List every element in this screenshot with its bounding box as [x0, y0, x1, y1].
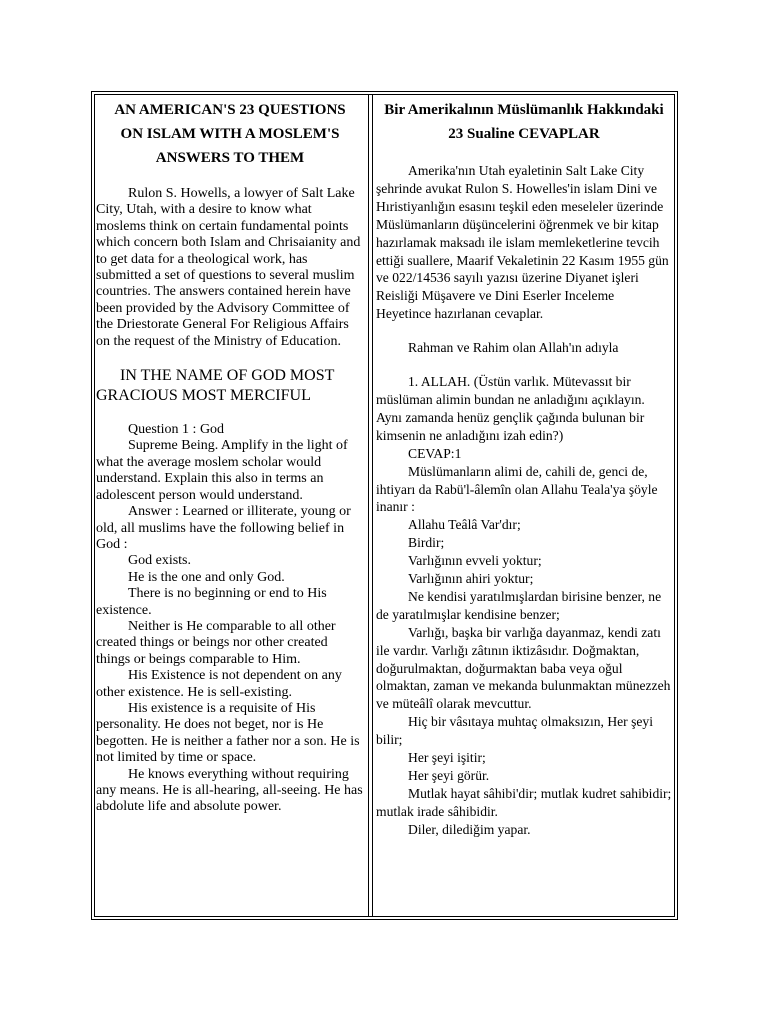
belief-line: Neither is He comparable to all other created things or beings nor other created things or beings comparable to Him. — [96, 618, 336, 667]
belief-line: His Existence is not dependent on any other existence. He is sell-existing. — [96, 668, 342, 700]
belief-line-tr: Her şeyi işitir; — [408, 750, 486, 766]
question-heading: Question 1 : God — [128, 422, 225, 438]
belief-line: He knows everything without requiring any means. He is all-hearing, all-seeing. He has abdolute life and absolute power. — [96, 766, 363, 815]
belief-line: There is no beginning or end to His existence. — [96, 586, 327, 618]
answer-intro: Answer : Learned or illiterate, young or old, all muslims have the following belief in God : — [96, 504, 351, 552]
column-divider — [372, 94, 373, 917]
belief-line: He is the one and only God. — [128, 569, 285, 585]
bilingual-table — [91, 91, 678, 920]
english-title: AN AMERICAN'S 23 QUESTIONS ON ISLAM WITH A MOSLEM'S ANSWERS TO THEM — [114, 102, 346, 166]
turkish-answer-intro: Müslümanların alimi de, cahili de, genci de, ihtiyarı da Rabü'l-âlemîn olan Allahu Teala'ya şöyle inanır : — [376, 463, 658, 515]
belief-line-tr: Mutlak hayat sâhibi'dir; mutlak kudret sahibidir; mutlak irade sâhibidir. — [376, 785, 672, 819]
column-divider — [368, 94, 369, 917]
english-intro: Rulon S. Howells, a lowyer of Salt Lake City, Utah, with a desire to know what moslems think on certain fundamental points which concern both Islam and Chrisaianity and to get data for a theological work, has submitted a set of questions to several muslim countries. The answers contained herein have been provided by the Advisory Committee of the Driestorate General For Religious Affairs on the request of the Ministry of Education. — [96, 186, 361, 349]
belief-line-tr: Varlığının ahiri yoktur; — [408, 571, 534, 587]
belief-line-tr: Varlığı, başka bir varlığa dayanmaz, kendi zatı ile vardır. Varlığı zâtının iktizâsıdır. Doğmaktan, doğurulmaktan, doğurmaktan baba veya oğul olmaktan, zaman ve mekanda bulunmaktan münezzeh ve müteâlî olarak mevcuttur. — [376, 624, 671, 712]
belief-line-tr: Diler, dilediğim yapar. — [408, 821, 531, 837]
question-text: Supreme Being. Amplify in the light of what the average moslem scholar would understand. Explain this also in terms an adolescent person would understand. — [96, 438, 348, 503]
belief-line-tr: Varlığının evveli yoktur; — [408, 553, 542, 569]
english-column — [96, 98, 364, 816]
turkish-question: 1. ALLAH. (Üstün varlık. Mütevassıt bir müslüman alimin bundan ne anladığını açıklayın. Aynı zamanda henüz gençlik çağında bulunan bir kimsenin ne anladığını izah edin?) — [376, 374, 645, 443]
turkish-bismillah: Rahman ve Rahim olan Allah'ın adıyla — [408, 340, 619, 356]
belief-line-tr: Her şeyi görür. — [408, 768, 490, 783]
belief-line-tr: Allahu Teâlâ Var'dır; — [408, 517, 521, 533]
belief-line-tr: Hiç bir vâsıtaya muhtaç olmaksızın, Her şeyi bilir; — [376, 714, 653, 748]
belief-line-tr: Ne kendisi yaratılmışlardan birisine benzer, ne de yaratılmışlar kendisine benzer; — [376, 588, 662, 622]
turkish-title: Bir Amerikalının Müslümanlık Hakkındaki 23 Sualine CEVAPLAR — [384, 102, 664, 142]
english-bismillah: IN THE NAME OF GOD MOST GRACIOUS MOST MERCIFUL — [96, 367, 335, 405]
turkish-answer-heading: CEVAP:1 — [408, 445, 462, 461]
turkish-column — [376, 98, 672, 839]
belief-line-tr: Birdir; — [408, 535, 445, 551]
belief-line: His existence is a requisite of His personality. He does not beget, nor is He begotten. He is neither a father nor a son. He is not limited by time or space. — [96, 700, 360, 766]
belief-line: God exists. — [128, 553, 191, 569]
turkish-intro: Amerika'nın Utah eyaletinin Salt Lake City şehrinde avukat Rulon S. Howelles'in islam Dini ve Hıristiyanlığın esasını teşkil eden meseleler üzerinde Müslümanların düşüncelerini öğrenmek ve bir kitap hazırlamak maksadı ile islam memleketlerine tevcih ettiği suallere, Maarif Vekaletinin 22 Kasım 1955 gün ve 022/14536 sayılı yazısı üzerine Diyanet işleri Reisliği Müşavere ve Dini Eserler Inceleme Heyetince hazırlanan cevaplar. — [376, 163, 669, 322]
